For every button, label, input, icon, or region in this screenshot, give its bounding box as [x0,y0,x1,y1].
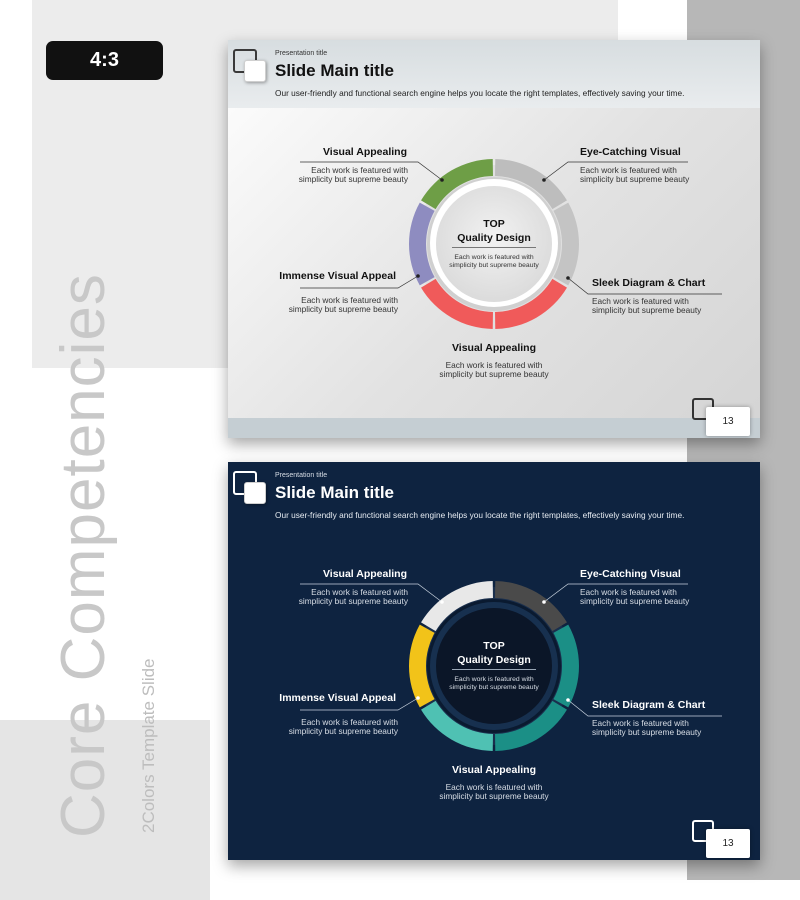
item-label-left: Immense Visual Appeal [279,692,396,704]
item-label-top-right: Eye-Catching Visual [580,146,681,158]
slide-subtitle: Our user-friendly and functional search engine helps you locate the right templates, effectively saving your time. [275,510,685,520]
slide-preview-light[interactable] [228,40,760,438]
item-label-top-right: Eye-Catching Visual [580,568,681,580]
item-label-left: Immense Visual Appeal [279,270,396,282]
page-number: 13 [706,407,750,436]
center-top-label: TOP [483,218,505,230]
item-desc-top-right: Each work is featured with simplicity but supreme beauty [580,165,690,184]
ring-center-text [434,639,554,692]
item-desc-bottom: Each work is featured with simplicity but supreme beauty [439,782,549,801]
item-desc-top-left: Each work is featured with simplicity but supreme beauty [298,165,408,184]
slide-subtitle: Our user-friendly and functional search engine helps you locate the right templates, effectively saving your time. [275,88,685,98]
center-divider [452,669,536,670]
slide-main-title: Slide Main title [275,483,395,502]
page-number-badge [692,820,750,858]
item-label-top-left: Visual Appealing [322,568,407,580]
center-title: Quality Design [457,232,531,244]
side-subtitle: 2Colors Template Slide [139,658,158,833]
side-title: Core Competencies [49,273,118,838]
item-desc-bottom: Each work is featured with simplicity but supreme beauty [439,360,549,379]
page-number: 13 [706,829,750,858]
center-top-label: TOP [483,640,505,652]
presentation-title: Presentation title [275,50,328,57]
item-desc-top-right: Each work is featured with simplicity but supreme beauty [580,587,690,606]
item-label-right: Sleek Diagram & Chart [592,699,706,711]
item-desc-left: Each work is featured with simplicity but supreme beauty [288,295,398,314]
item-desc-right: Each work is featured with simplicity but supreme beauty [592,296,702,315]
presentation-title: Presentation title [275,472,328,479]
item-label-right: Sleek Diagram & Chart [592,277,706,289]
center-title: Quality Design [457,654,531,666]
slide-preview-dark[interactable] [228,462,760,860]
aspect-ratio-badge: 4:3 [46,41,163,80]
item-desc-left: Each work is featured with simplicity but supreme beauty [288,717,398,736]
item-desc-right: Each work is featured with simplicity but supreme beauty [592,718,702,737]
item-label-bottom: Visual Appealing [451,764,537,776]
slide-main-title: Slide Main title [275,61,395,80]
item-label-top-left: Visual Appealing [322,146,407,158]
ring-center-text [434,217,554,270]
page-number-badge [692,398,750,436]
center-desc: Each work is featured with simplicity but supreme beauty [449,254,539,269]
item-label-bottom: Visual Appealing [451,342,537,354]
item-desc-top-left: Each work is featured with simplicity but supreme beauty [298,587,408,606]
center-desc: Each work is featured with simplicity but supreme beauty [449,676,539,691]
center-divider [452,247,536,248]
